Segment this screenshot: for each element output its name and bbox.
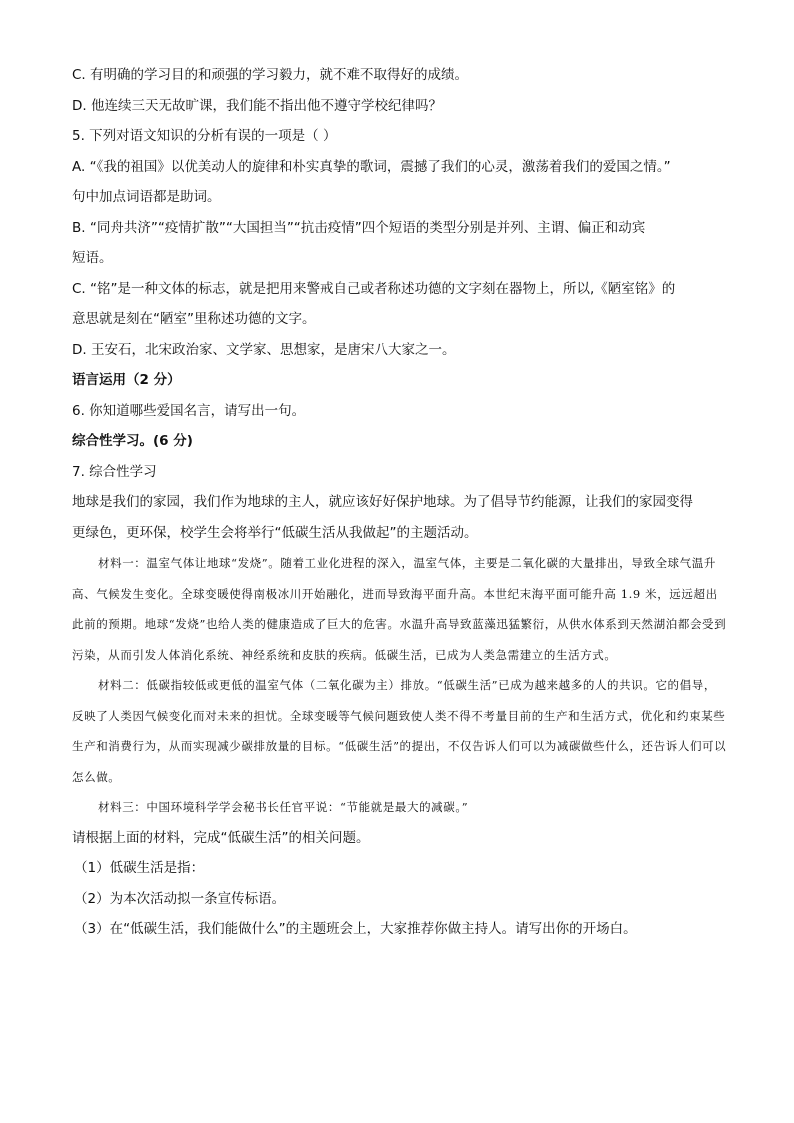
prompt-line: 请根据上面的材料，完成“低碳生活”的相关问题。 xyxy=(72,829,370,846)
section-heading-language: 语言运用（2 分） xyxy=(72,372,181,388)
q5-option-b-line-2: 短语。 xyxy=(72,250,113,266)
q5-option-b-line-1: B. “同舟共济”“疫情扩散”“大国担当”“抗击疫情”四个短语的类型分别是并列、主谓、偏正和动宾 xyxy=(72,219,646,236)
q5-option-a-line-2: 句中加点词语都是助词。 xyxy=(72,189,221,205)
sub-question-3: （3）在“低碳生活，我们能做什么”的主题班会上，大家推荐你做主持人。请写出你的开场白。 xyxy=(74,921,637,937)
question-6: 6. 你知道哪些爱国名言，请写出一句。 xyxy=(72,402,306,419)
sub-question-1: （1）低碳生活是指： xyxy=(74,860,205,876)
intro-line-2: 更绿色，更环保，校学生会将举行“低碳生活从我做起”的主题活动。 xyxy=(72,524,478,541)
document-page xyxy=(72,60,728,945)
option-d-line: D. 他连续三天无故旷课，我们能不指出他不遵守学校纪律吗？ xyxy=(72,97,442,114)
q5-option-c-line-2: 意思就是刻在“陋室”里称述功德的文字。 xyxy=(72,311,316,327)
intro-line-1: 地球是我们的家园，我们作为地球的主人，就应该好好保护地球。为了倡导节约能源，让我们的家园变得 xyxy=(72,494,693,510)
material-1: 材料一：温室气体让地球“发烧”。随着工业化进程的深入，温室气体，主要是二氧化碳的大量排出，导致全球气温升高、气候发生变化。全球变暖使得南极冰川开始融化，进而导致海平面升高。本世纪末海平面可能升高 1.9 米，远远超出此前的预期。地球“发烧”也给人类的健康造成了巨大的危害。水温升高导致蓝藻迅猛繁衍，从供水体系到天然湖泊都会受到污染，从而引发人体消化系统、神经系统和皮肤的疾病。低碳生活，已成为人类急需建立的生活方式。 xyxy=(72,556,727,662)
material-3: 材料三：中国环境科学学会秘书长任官平说：“节能就是最大的减碳。” xyxy=(98,800,469,814)
q5-option-d-line: D. 王安石，北宋政治家、文学家、思想家，是唐宋八大家之一。 xyxy=(72,341,456,358)
section-heading-comprehensive: 综合性学习。(6 分) xyxy=(72,433,193,449)
question-7: 7. 综合性学习 xyxy=(72,463,157,480)
material-2: 材料二：低碳指较低或更低的温室气体（二氧化碳为主）排放。“低碳生活”已成为越来越多的人的共识。它的倡导，反映了人类因气候变化而对未来的担忧。全球变暖等气候问题致使人类不得不考量目前的生产和生活方式，优化和约束某些生产和消费行为，从而实现减少碳排放量的目标。“低碳生活”的提出，不仅告诉人们可以为减碳做些什么，还告诉人们可以怎么做。 xyxy=(72,678,727,784)
q5-option-c-line-1: C. “铭”是一种文体的标志，就是把用来警戒自己或者称述功德的文字刻在器物上，所以,《陋室铭》的 xyxy=(72,280,676,297)
q5-option-a-line-1: A. “《我的祖国》以优美动人的旋律和朴实真挚的歌词，震撼了我们的心灵，激荡着我们的爱国之情。” xyxy=(72,158,671,175)
option-c-line: C. 有明确的学习目的和顽强的学习毅力，就不难不取得好的成绩。 xyxy=(72,67,469,83)
sub-question-2: （2）为本次活动拟一条宣传标语。 xyxy=(74,890,286,907)
question-5: 5. 下列对语文知识的分析有误的一项是（ ） xyxy=(72,128,337,144)
